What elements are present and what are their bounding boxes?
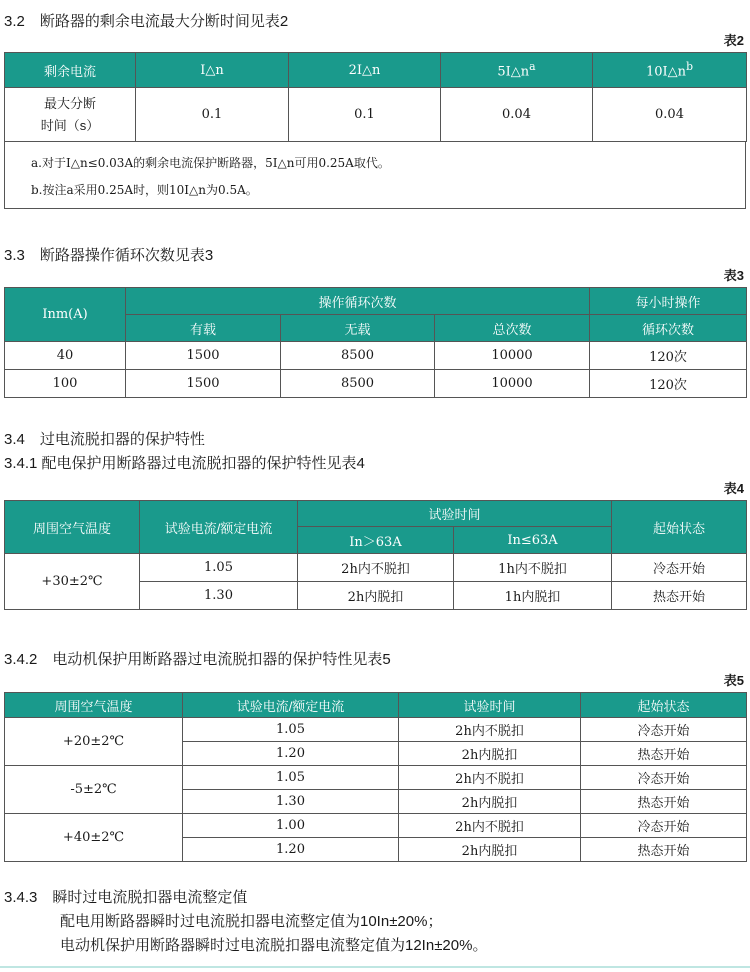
table-cell: 1500	[126, 370, 281, 398]
table-cell: 1500	[126, 342, 281, 370]
table-row	[5, 718, 747, 742]
table-cell: 100	[5, 370, 126, 398]
table-cell: 0.04	[593, 88, 747, 142]
table-cell: 0.1	[136, 88, 289, 142]
table-5-label: 表5	[723, 673, 744, 688]
paragraph-distribution: 配电用断路器瞬时过电流脱扣器电流整定值为10In±20%；	[60, 913, 443, 930]
table-5	[4, 692, 747, 862]
table-cell: 1h内脱扣	[454, 582, 612, 610]
table-cell: 120次	[590, 370, 747, 398]
table-cell: 冷态开始	[581, 718, 747, 742]
header-start-state: 起始状态	[581, 693, 747, 718]
header-5idn: $5I\triangle n^a$	[441, 53, 593, 88]
table-4-label: 表4	[723, 481, 744, 496]
table-cell: 0.04	[441, 88, 593, 142]
table-cell: 热态开始	[612, 582, 747, 610]
header-total: 总次数	[435, 315, 590, 342]
table-cell: 2h内不脱扣	[298, 554, 454, 582]
header-test-time: 试验时间	[298, 501, 612, 527]
header-test-time: 试验时间	[399, 693, 581, 718]
table-cell: 1.30	[140, 582, 298, 610]
table-cell: 冷态开始	[612, 554, 747, 582]
table-cell: 1.05	[183, 718, 399, 742]
table-cell: 2h内不脱扣	[399, 766, 581, 790]
table-cell: 1.30	[183, 790, 399, 814]
table-row	[5, 766, 747, 790]
header-ambient-temp: 周围空气温度	[5, 693, 183, 718]
section-3-4-1-heading: 3.4.1 配电保护用断路器过电流脱扣器的保护特性见表4	[4, 455, 365, 472]
table-cell: 2h内脱扣	[298, 582, 454, 610]
table-cell: 2h内脱扣	[399, 790, 581, 814]
footer-divider	[0, 966, 750, 968]
header-start-state: 起始状态	[612, 501, 747, 554]
table-cell: 1.00	[183, 814, 399, 838]
table-cell: +20±2℃	[5, 718, 183, 766]
table-cell: 120次	[590, 342, 747, 370]
table-cell: 热态开始	[581, 742, 747, 766]
table-3-label: 表3	[723, 268, 744, 283]
header-idn: I△n	[136, 53, 289, 88]
header-operation-cycles: 操作循环次数	[126, 288, 590, 315]
section-3-4-3-heading: 3.4.3 瞬时过电流脱扣器电流整定值	[4, 889, 248, 906]
header-in-gt-63a: In＞63A	[298, 527, 454, 554]
table-cell: 8500	[281, 370, 435, 398]
footnote-b-marker: b	[686, 60, 693, 74]
note-b: b.按注a采用0.25A时，则10I△n为0.5A。	[31, 183, 258, 197]
table-cell: 热态开始	[581, 790, 747, 814]
table-3	[4, 287, 747, 398]
header-current-ratio: 试验电流/额定电流	[183, 693, 399, 718]
table-cell: 冷态开始	[581, 814, 747, 838]
table-cell: 1.20	[183, 742, 399, 766]
header-with-load: 有载	[126, 315, 281, 342]
header-per-hour-1: 每小时操作	[590, 288, 747, 315]
table-row	[5, 814, 747, 838]
table-cell: 1.05	[140, 554, 298, 582]
header-per-hour-2: 循环次数	[590, 315, 747, 342]
table-cell: 1.20	[183, 838, 399, 862]
table-cell: 10000	[435, 342, 590, 370]
table-4	[4, 500, 747, 610]
header-no-load: 无载	[281, 315, 435, 342]
note-a: a.对于I△n≤0.03A的剩余电流保护断路器，5I△n可用0.25A取代。	[31, 156, 390, 170]
section-3-3-heading: 3.3 断路器操作循环次数见表3	[4, 247, 214, 264]
table-cell: +30±2℃	[5, 554, 140, 610]
table-row	[5, 342, 747, 370]
section-3-2-heading: 3.2 断路器的剩余电流最大分断时间见表2	[4, 13, 289, 30]
table-cell: 10000	[435, 370, 590, 398]
table-2	[4, 52, 747, 142]
table-row	[5, 554, 747, 582]
table-row	[5, 370, 747, 398]
table-cell: -5±2℃	[5, 766, 183, 814]
table-cell: 1h内不脱扣	[454, 554, 612, 582]
table-cell: 2h内不脱扣	[399, 718, 581, 742]
table-cell: 1.05	[183, 766, 399, 790]
header-in-le-63a: In≤63A	[454, 527, 612, 554]
footnote-a-marker: a	[529, 60, 536, 74]
table-2-notes	[4, 141, 746, 209]
header-inm: Inm(A)	[5, 288, 126, 342]
section-3-4-2-heading: 3.4.2 电动机保护用断路器过电流脱扣器的保护特性见表5	[4, 651, 391, 668]
section-3-4-heading: 3.4 过电流脱扣器的保护特性	[4, 431, 205, 448]
table-cell: 2h内脱扣	[399, 838, 581, 862]
table-cell: 2h内不脱扣	[399, 814, 581, 838]
header-10idn: $10I\triangle n^b$	[593, 53, 747, 88]
table-cell: 热态开始	[581, 838, 747, 862]
table-cell: 冷态开始	[581, 766, 747, 790]
header-residual-current: 剩余电流	[5, 53, 136, 88]
table-cell: 40	[5, 342, 126, 370]
header-2idn: 2I△n	[289, 53, 441, 88]
row-label-max-break-time: 最大分断 时间（s）	[5, 88, 136, 142]
header-ambient-temp: 周围空气温度	[5, 501, 140, 554]
table-cell: 8500	[281, 342, 435, 370]
table-cell: +40±2℃	[5, 814, 183, 862]
table-cell: 0.1	[289, 88, 441, 142]
header-current-ratio: 试验电流/额定电流	[140, 501, 298, 554]
paragraph-motor: 电动机保护用断路器瞬时过电流脱扣器电流整定值为12In±20%。	[60, 937, 488, 954]
table-cell: 2h内脱扣	[399, 742, 581, 766]
table-2-label: 表2	[723, 33, 744, 48]
